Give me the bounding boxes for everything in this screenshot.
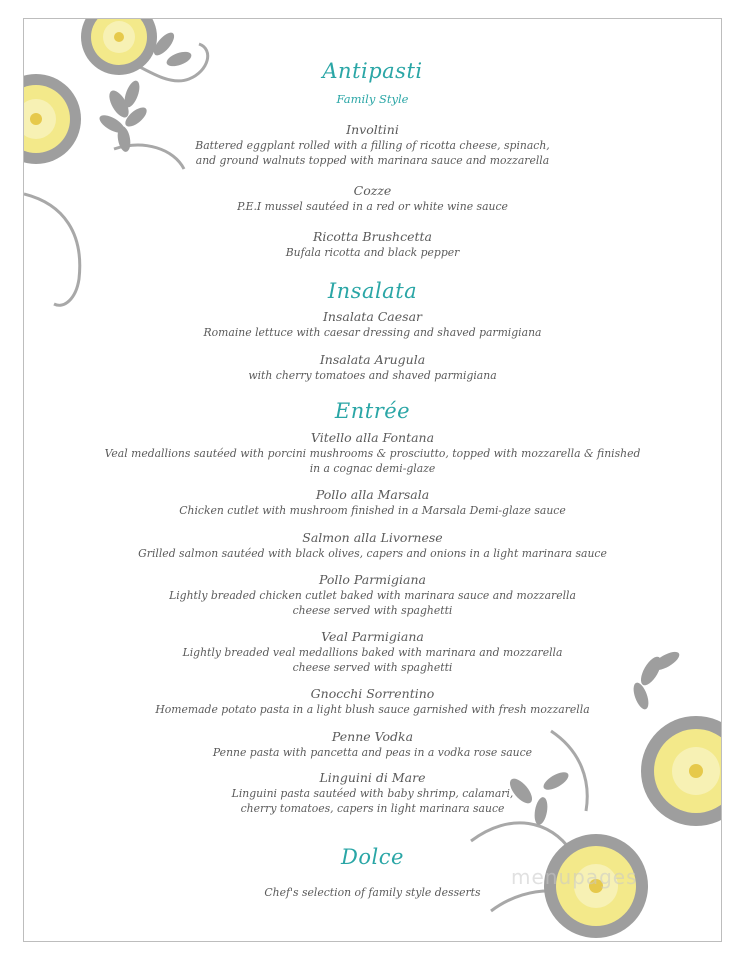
- menu-item-description: Chicken cutlet with mushroom finished in a Marsala Demi-glaze sauce: [179, 504, 566, 517]
- menu-item: [24, 530, 721, 561]
- menu-item-description: Penne pasta with pancetta and peas in a vodka rose sauce: [212, 746, 533, 759]
- menu-item-name: Vitello alla Fontana: [310, 430, 435, 445]
- menu-item-name: Linguini di Mare: [319, 770, 426, 785]
- menu-item-name: Pollo Parmigiana: [318, 572, 426, 587]
- menu-item-name: Penne Vodka: [331, 729, 414, 744]
- menu-item: [24, 229, 721, 260]
- section-title-insalata: Insalata: [327, 279, 418, 303]
- menu-item-name: Salmon alla Livornese: [302, 530, 443, 545]
- menu-item-name: Cozze: [353, 183, 392, 198]
- menu-item-name: Insalata Caesar: [322, 309, 422, 324]
- menu-item: [24, 770, 721, 816]
- menu-item-description: Veal medallions sautéed with porcini mushrooms & prosciutto, topped with mozzarella & finished in a cognac demi-glaze: [104, 447, 641, 475]
- menu-item-description: Lightly breaded chicken cutlet baked with marinara sauce and mozzarella cheese served with spaghetti: [169, 589, 576, 617]
- section-title-entree: Entrée: [334, 399, 411, 423]
- menu-item-name: Gnocchi Sorrentino: [310, 686, 435, 701]
- menu-item-description: P.E.I mussel sautéed in a red or white wine sauce: [237, 200, 508, 213]
- menu-item-description: Grilled salmon sautéed with black olives, capers and onions in a light marinara sauce: [138, 547, 607, 560]
- menu-item-description: Chef's selection of family style desserts: [264, 886, 481, 899]
- menu-item-description: with cherry tomatoes and shaved parmigiana: [248, 369, 497, 382]
- menu-item-description: Battered eggplant rolled with a filling of ricotta cheese, spinach, and ground walnuts topped with marinara sauce and mozzarella: [195, 139, 550, 167]
- menu-item: [24, 309, 721, 340]
- menu-item: [24, 729, 721, 760]
- menu-item-name: Pollo alla Marsala: [315, 487, 430, 502]
- menu-item-name: Ricotta Brushcetta: [313, 229, 432, 244]
- menu-item: [24, 430, 721, 476]
- menu-item-name: Veal Parmigiana: [321, 629, 424, 644]
- menu-item: [24, 572, 721, 618]
- menu-item-name: Insalata Arugula: [319, 352, 426, 367]
- menu-item-description: Bufala ricotta and black pepper: [285, 246, 460, 259]
- menu-item: [24, 183, 721, 214]
- menu-item: [24, 629, 721, 675]
- menu-item-description: Lightly breaded veal medallions baked with marinara and mozzarella cheese served with spaghetti: [182, 646, 563, 674]
- menu-item-description: Homemade potato pasta in a light blush sauce garnished with fresh mozzarella: [155, 703, 590, 716]
- menu-item-name: Involtini: [346, 122, 399, 137]
- menu-item: [24, 122, 721, 168]
- menu-page: [23, 18, 722, 942]
- menu-item: [24, 686, 721, 717]
- section-title-dolce: Dolce: [341, 845, 404, 869]
- menu-item: [24, 487, 721, 518]
- watermark: menupages: [511, 865, 638, 889]
- menu-item-description: Linguini pasta sautéed with baby shrimp, calamari, cherry tomatoes, capers in light marinara sauce: [231, 787, 514, 815]
- menu-item: [24, 352, 721, 383]
- section-title-antipasti: Antipasti: [322, 59, 423, 83]
- section-subtitle-antipasti: Family Style: [336, 92, 409, 106]
- menu-item-description: Romaine lettuce with caesar dressing and shaved parmigiana: [203, 326, 542, 339]
